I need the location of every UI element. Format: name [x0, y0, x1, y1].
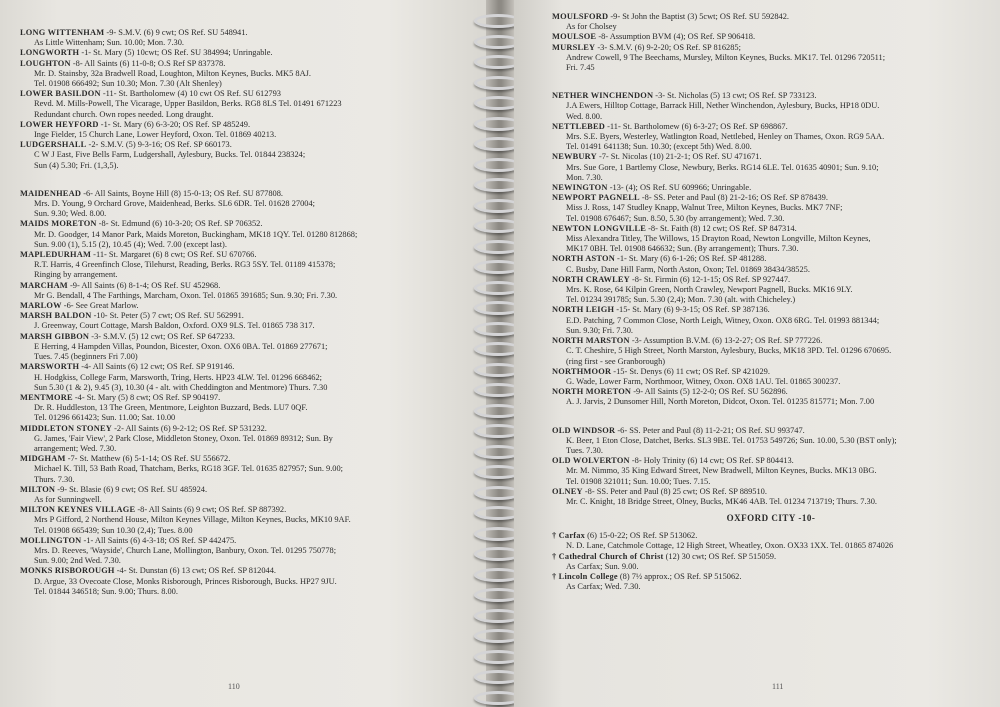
tower-entry — [20, 332, 468, 363]
section-gap — [552, 73, 990, 91]
contact-line: Tues. 7.30. — [566, 445, 603, 455]
entry-heading-line — [20, 219, 468, 229]
contact-line: Mrs. D. Young, 9 Orchard Grove, Maidenhead, Berks. SL6 6DR. Tel. 01628 27004; — [34, 199, 315, 209]
tower-entry — [20, 48, 468, 58]
place-name: LOWER BASILDON — [20, 89, 101, 99]
contact-line: A. J. Jarvis, 2 Dunsomer Hill, North Moreton, Didcot, Oxon. Tel. 01235 815771; Mon. 7.00 — [566, 397, 875, 407]
contact-line: Tues. 7.45 (beginners Fri 7.00) — [34, 352, 138, 362]
tower-details: -1- St. Mary (6) 6-1-26; OS Ref. SP 481288. — [614, 254, 767, 264]
entry-heading-line — [552, 305, 990, 315]
contact-line: Miss Alexandra Titley, The Willows, 15 Drayton Road, Newton Longville, Milton Keynes, — [566, 234, 871, 244]
entry-heading-line — [552, 552, 990, 562]
entry-heading-line — [552, 122, 990, 132]
contact-line: Mr. D. Stainsby, 32a Bradwell Road, Loughton, Milton Keynes, Bucks. MK5 8AJ. — [34, 68, 311, 78]
tower-details: -4- St. Dunstan (6) 13 cwt; OS Ref. SP 812044. — [114, 566, 277, 576]
entry-heading-line — [20, 89, 468, 99]
tower-entry — [20, 393, 468, 424]
entry-heading-line — [20, 505, 468, 515]
place-name: NORTH LEIGH — [552, 305, 615, 315]
left-page — [0, 0, 486, 707]
entry-heading-line — [552, 487, 990, 497]
tower-details: -15- St. Denys (6) 11 cwt; OS Ref. SP 421029. — [611, 366, 770, 376]
tower-entry — [552, 254, 990, 274]
place-name: MARCHAM — [20, 280, 68, 290]
place-name: NORTH CRAWLEY — [552, 274, 630, 284]
place-name: NETTLEBED — [552, 121, 605, 131]
entry-heading-line — [20, 301, 468, 311]
place-name: MONKS RISBOROUGH — [20, 566, 115, 576]
tower-details: (12) 30 cwt; OS Ref. SP 515059. — [663, 551, 777, 561]
section-gap — [552, 408, 990, 426]
tower-details: -8- Holy Trinity (6) 14 cwt; OS Ref. SP 804413. — [629, 456, 794, 466]
tower-details: -9- All Saints (6) 8-1-4; OS Ref. SU 452968. — [67, 280, 221, 290]
contact-line: Mrs. Sue Gore, 1 Bartlemy Close, Newbury, Berks. RG14 6LE. Tel. 01635 40901; Sun. 9.10; — [566, 162, 879, 172]
place-name: LONG WITTENHAM — [20, 28, 105, 37]
contact-line: As for Sunningwell. — [34, 494, 102, 504]
contact-line: Tel. 01908 666492; Sun 10.30; Mon. 7.30 (Alt Shenley) — [34, 79, 222, 89]
place-name: LONGWORTH — [20, 48, 80, 58]
contact-line: H. Hodgkiss, College Farm, Marsworth, Tring, Herts. HP23 4LW. Tel. 01296 668462; — [34, 372, 322, 382]
place-name: MARSWORTH — [20, 362, 80, 372]
contact-line: Fri. 7.45 — [566, 63, 595, 73]
entry-heading-line — [20, 59, 468, 69]
entry-heading-line — [552, 12, 990, 22]
left-entries — [20, 28, 468, 597]
place-name: MAIDS MORETON — [20, 219, 97, 229]
contact-line: E.D. Patching, 7 Common Close, North Leigh, Witney, Oxon. OX8 6RG. Tel. 01993 881344; — [566, 315, 880, 325]
place-name: MARSH BALDON — [20, 311, 92, 321]
contact-line: C. Busby, Dane Hill Farm, North Aston, Oxon; Tel. 01869 38434/38525. — [566, 264, 810, 274]
entry-heading-line — [552, 387, 990, 397]
contact-line: arrangement; Wed. 7.30. — [34, 443, 117, 453]
tower-details: -8- Assumption BVM (4); OS Ref. SP 906418. — [596, 32, 756, 42]
tower-entry — [20, 89, 468, 120]
tower-details: -6- SS. Peter and Paul (8) 11-2-21; OS Ref. SU 993747. — [615, 425, 805, 435]
contact-line: Tel. 01296 661423; Sun. 11.00; Sat. 10.00 — [34, 413, 176, 423]
entry-heading-line — [20, 332, 468, 342]
contact-line: Sun (4) 5.30; Fri. (1,3,5). — [34, 160, 119, 170]
contact-line: Andrew Cowell, 9 The Beechams, Mursley, Milton Keynes, Bucks. MK17. Tel. 01296 720511; — [566, 52, 886, 62]
entry-heading-line — [20, 454, 468, 464]
place-name: MOULSOE — [552, 32, 597, 42]
tower-details: -8- SS. Peter and Paul (8) 25 cwt; OS Ref. SP 889510. — [582, 486, 767, 496]
tower-details: -9- S.M.V. (6) 9 cwt; OS Ref. SU 548941. — [104, 28, 248, 37]
tower-entry — [20, 281, 468, 301]
contact-line: Mrs P Gifford, 2 Northend House, Milton Keynes Village, Milton Keynes, Bucks, MK10 9AF. — [34, 515, 351, 525]
tower-entry — [552, 456, 990, 487]
place-name: † Cathedral Church of Christ — [552, 551, 664, 561]
tower-entry — [552, 12, 990, 32]
entry-heading-line — [20, 362, 468, 372]
place-name: MAPLEDURHAM — [20, 250, 92, 260]
place-name: LOUGHTON — [20, 58, 71, 68]
place-name: † Lincoln College — [552, 571, 618, 581]
place-name: LUDGERSHALL — [20, 140, 87, 150]
entry-heading-line — [552, 254, 990, 264]
place-name: MILTON — [20, 484, 56, 494]
tower-details: -8- St. Faith (8) 12 cwt; OS Ref. SP 847314. — [646, 223, 797, 233]
contact-line: As for Cholsey — [566, 22, 617, 32]
entry-heading-line — [552, 456, 990, 466]
contact-line: Redundant church. Own ropes needed. Long draught. — [34, 109, 214, 119]
place-name: OLD WINDSOR — [552, 425, 616, 435]
place-name: NORTH MORETON — [552, 387, 632, 397]
tower-details: -8- All Saints (6) 9 cwt; OS Ref. SP 887392. — [135, 505, 287, 515]
entry-heading-line — [552, 152, 990, 162]
tower-entry — [552, 183, 990, 193]
tower-details: -8- All Saints (6) 11-0-8; O.S Ref SP 837378. — [70, 58, 226, 68]
contact-line: Sun. 9.30; Fri. 7.30. — [566, 325, 634, 335]
contact-line: Sun 5.30 (1 & 2), 9.45 (3), 10.30 (4 - alt. with Cheddington and Mentmore) Thurs. 7.30 — [34, 382, 328, 392]
tower-details: -15- St. Mary (6) 9-3-15; OS Ref. SP 387136. — [614, 305, 770, 315]
section-heading: OXFORD CITY -10- — [726, 513, 816, 524]
tower-details: -2- S.M.V. (5) 9-3-16; OS Ref. SP 660173. — [86, 140, 232, 150]
place-name: MILTON KEYNES VILLAGE — [20, 505, 136, 515]
entry-heading-line — [20, 28, 468, 38]
tower-details: -1- St. Mary (6) 6-3-20; OS Ref. SP 485249. — [98, 119, 251, 129]
contact-line: Tel. 01908 321011; Sun. 10.00; Tues. 7.15. — [566, 476, 711, 486]
tower-entry — [20, 362, 468, 393]
entry-heading-line — [552, 193, 990, 203]
tower-entry — [20, 219, 468, 250]
tower-entry — [552, 305, 990, 336]
contact-line: C. T. Cheshire, 5 High Street, North Marston, Aylesbury, Bucks, MK18 3PD. Tel. 01296 670695. — [566, 346, 892, 356]
place-name: MARLOW — [20, 301, 62, 311]
tower-details: -11- St. Bartholomew (6) 6-3-27; OS Ref. SP 698867. — [605, 121, 788, 131]
contact-line: Mrs. D. Reeves, 'Wayside', Church Lane, Mollington, Banbury, Oxon. Tel. 01295 750778; — [34, 545, 337, 555]
tower-details: -3- Assumption B.V.M. (6) 13-2-27; OS Ref. SP 777226. — [629, 336, 823, 346]
entry-heading-line — [552, 531, 990, 541]
place-name: MARSH GIBBON — [20, 331, 90, 341]
contact-line: Thurs. 7.30. — [34, 474, 75, 484]
place-name: MAIDENHEAD — [20, 188, 82, 198]
contact-line: Wed. 8.00. — [566, 111, 603, 121]
tower-entry — [552, 487, 990, 507]
contact-line: Revd. M. Mills-Powell, The Vicarage, Upper Basildon, Berks. RG8 8LS Tel. 01491 671223 — [34, 99, 342, 109]
contact-line: Mr. M. Nimmo, 35 King Edward Street, New Bradwell, Milton Keynes, Bucks. MK13 0BG. — [566, 466, 877, 476]
tower-entry — [20, 505, 468, 536]
contact-line: Mr G. Bendall, 4 The Farthings, Marcham, Oxon. Tel. 01865 391685; Sun. 9.30; Fri. 7.30. — [34, 290, 338, 300]
place-name: MENTMORE — [20, 392, 73, 402]
entry-heading-line — [552, 367, 990, 377]
place-name: NEWBURY — [552, 152, 597, 162]
place-name: NORTH ASTON — [552, 254, 615, 264]
contact-line: C W J East, Five Bells Farm, Ludgershall, Aylesbury, Bucks. Tel. 01844 238324; — [34, 150, 306, 160]
contact-line: J. Greenway, Court Cottage, Marsh Baldon, Oxford. OX9 9LS. Tel. 01865 738 317. — [34, 321, 315, 331]
contact-line: N. D. Lane, Catchmole Cottage, 12 High Street, Wheatley, Oxon. OX33 1XX. Tel. 01865 874026 — [566, 541, 894, 551]
entry-heading-line — [20, 311, 468, 321]
entry-heading-line — [20, 120, 468, 130]
entry-heading-line — [20, 566, 468, 576]
contact-line: As Carfax; Sun. 9.00. — [566, 561, 639, 571]
tower-entry — [552, 552, 990, 572]
contact-line: As Little Wittenham; Sun. 10.00; Mon. 7.30. — [34, 38, 185, 48]
contact-line: MK17 0BH. Tel. 01908 646632; Sun. (By arrangement); Thurs. 7.30. — [566, 244, 799, 254]
entry-heading-line — [20, 424, 468, 434]
place-name: † Carfax — [552, 531, 585, 541]
contact-line: J.A Ewers, Hilltop Cottage, Barrack Hill, Nether Winchendon, Aylesbury, Bucks, HP18 0DU. — [566, 101, 880, 111]
contact-line: E Herring, 4 Hampden Villas, Poundon, Bicester, Oxon. OX6 0BA. Tel. 01869 277671; — [34, 341, 328, 351]
tower-entry — [20, 28, 468, 48]
tower-entry — [20, 59, 468, 90]
contact-line: Michael K. Till, 53 Bath Road, Thatcham, Berks, RG18 3GF. Tel. 01635 827957; Sun. 9.00; — [34, 464, 344, 474]
place-name: NORTHMOOR — [552, 366, 612, 376]
tower-details: -2- All Saints (6) 9-2-12; OS Ref. SP 531232. — [112, 423, 267, 433]
entry-heading-line — [552, 275, 990, 285]
tower-entry — [552, 275, 990, 306]
contact-line: Tel. 01844 346518; Sun. 9.00; Thurs. 8.00. — [34, 586, 178, 596]
contact-line: G. James, 'Fair View', 2 Park Close, Middleton Stoney, Oxon. Tel. 01869 89312; Sun. By — [34, 433, 333, 443]
contact-line: Sun. 9.30; Wed. 8.00. — [34, 209, 107, 219]
tower-entry — [20, 485, 468, 505]
entry-heading-line — [20, 485, 468, 495]
tower-details: -1- All Saints (6) 4-3-18; OS Ref. SP 442475. — [81, 535, 237, 545]
tower-details: -9- All Saints (5) 12-2-0; OS Ref. SU 562896. — [631, 387, 788, 397]
contact-line: Inge Fielder, 15 Church Lane, Lower Heyford, Oxon. Tel. 01869 40213. — [34, 130, 277, 140]
place-name: NETHER WINCHENDON — [552, 91, 654, 101]
tower-entry — [552, 32, 990, 42]
tower-details: -1- St. Mary (5) 10cwt; OS Ref. SU 384994; Unringable. — [79, 48, 273, 58]
entry-heading-line — [20, 48, 468, 58]
place-name: OLNEY — [552, 486, 583, 496]
place-name: MOLLINGTON — [20, 535, 82, 545]
page-number: 110 — [228, 682, 240, 691]
contact-line: R.T. Harris, 4 Greenfinch Close, Tilehurst, Reading, Berks. RG3 5SY. Tel. 01189 415378; — [34, 260, 336, 270]
place-name: NEWPORT PAGNELL — [552, 193, 640, 203]
tower-details: -11- St. Margaret (6) 8 cwt; OS Ref. SU 670766. — [91, 250, 257, 260]
tower-details: -8- St. Firmin (6) 12-1-15; OS Ref. SP 927447. — [629, 274, 791, 284]
place-name: NEWINGTON — [552, 183, 608, 193]
tower-details: -11- St. Bartholomew (4) 10 cwt OS Ref. SU 612793 — [100, 89, 281, 99]
contact-line: (ring first - see Granborough) — [566, 356, 666, 366]
entry-heading-line — [552, 91, 990, 101]
tower-entry — [552, 43, 990, 74]
entry-heading-line — [552, 572, 990, 582]
contact-line: As Carfax; Wed. 7.30. — [566, 582, 641, 592]
section-gap — [20, 171, 468, 189]
place-name: LOWER HEYFORD — [20, 119, 99, 129]
entry-heading-line — [552, 336, 990, 346]
tower-details: -9- St John the Baptist (3) 5cwt; OS Ref. SU 592842. — [608, 12, 790, 21]
tower-entry — [552, 426, 990, 457]
contact-line: G. Wade, Lower Farm, Northmoor, Witney, Oxon. OX8 1AU. Tel. 01865 300237. — [566, 376, 841, 386]
place-name: MOULSFORD — [552, 12, 609, 21]
place-name: MIDGHAM — [20, 454, 66, 464]
contact-line: Sun. 9.00; 2nd Wed. 7.30. — [34, 556, 121, 566]
tower-details: -10- St. Peter (5) 7 cwt; OS Ref. SU 562991. — [91, 311, 244, 321]
contact-line: Tel. 01234 391785; Sun. 5.30 (2,4); Mon. 7.30 (alt. with Chicheley.) — [566, 295, 796, 305]
tower-entry — [552, 367, 990, 387]
tower-entry — [20, 311, 468, 331]
tower-entry — [552, 193, 990, 224]
tower-entry — [552, 152, 990, 183]
contact-line: K. Beer, 1 Eton Close, Datchet, Berks. SL3 9BE. Tel. 01753 549726; Sun. 10.00, 5.30 (BST only); — [566, 435, 897, 445]
right-page — [514, 0, 1000, 707]
tower-entry — [552, 336, 990, 367]
tower-entry — [552, 91, 990, 122]
entry-heading-line — [20, 393, 468, 403]
entry-heading-line — [20, 281, 468, 291]
tower-details: -3- S.M.V. (6) 9-2-20; OS Ref. SP 816285; — [595, 42, 741, 52]
tower-details: (6) 15-0-22; OS Ref. SP 513062. — [585, 531, 698, 541]
place-name: NORTH MARSTON — [552, 336, 630, 346]
place-name: NEWTON LONGVILLE — [552, 223, 647, 233]
tower-details: -7- St. Matthew (6) 5-1-14; OS Ref. SU 556672. — [65, 454, 231, 464]
tower-entry — [20, 536, 468, 567]
place-name: MURSLEY — [552, 42, 596, 52]
entry-heading-line — [552, 32, 990, 42]
contact-line: Mr. D. Goodger, 14 Manor Park, Maids Moreton, Buckingham, MK18 1QY. Tel. 01280 812868; — [34, 229, 358, 239]
tower-entry — [20, 189, 468, 220]
contact-line: Mrs. S.E. Byers, Westerley, Watlington Road, Nettlebed, Henley on Thames, Oxon. RG9 5AA. — [566, 132, 885, 142]
tower-entry — [20, 301, 468, 311]
page-number: 111 — [772, 682, 784, 691]
tower-entry — [552, 531, 990, 551]
tower-entry — [20, 250, 468, 281]
entry-heading-line — [20, 536, 468, 546]
tower-entry — [20, 424, 468, 455]
tower-entry — [552, 572, 990, 592]
tower-entry — [20, 566, 468, 597]
tower-details: -3- St. Nicholas (5) 13 cwt; OS Ref. SP 733123. — [653, 91, 817, 101]
tower-entry — [552, 122, 990, 153]
tower-details: -6- See Great Marlow. — [61, 301, 139, 311]
right-entries — [552, 12, 990, 592]
contact-line: Tel. 01491 641138; Sun. 10.30; (except 5th) Wed. 8.00. — [566, 142, 752, 152]
entry-heading-line — [20, 189, 468, 199]
tower-details: -4- St. Mary (5) 8 cwt; OS Ref. SP 904197. — [72, 392, 221, 402]
contact-line: Mr. C. Knight, 18 Bridge Street, Olney, Bucks, MK46 4AB. Tel. 01234 713719; Thurs. 7.30. — [566, 496, 877, 506]
contact-line: Ringing by arrangement. — [34, 270, 118, 280]
tower-entry — [552, 224, 990, 255]
tower-details: (8) 7½ approx.; OS Ref. SP 515062. — [617, 571, 742, 581]
entry-heading-line — [552, 224, 990, 234]
entry-heading-line — [20, 140, 468, 150]
entry-heading-line — [20, 250, 468, 260]
contact-line: Tel. 01908 676467; Sun. 8.50, 5.30 (by arrangement); Wed. 7.30. — [566, 213, 785, 223]
tower-details: -13- (4); OS Ref. SU 609966; Unringable. — [607, 183, 752, 193]
tower-entry — [20, 120, 468, 140]
contact-line: Dr. R. Huddleston, 13 The Green, Mentmore, Leighton Buzzard, Beds. LU7 0QF. — [34, 403, 308, 413]
place-name: MIDDLETON STONEY — [20, 423, 113, 433]
place-name: OLD WOLVERTON — [552, 456, 630, 466]
tower-details: -8- SS. Peter and Paul (8) 21-2-16; OS Ref. SP 878439. — [639, 193, 828, 203]
tower-entry — [20, 454, 468, 485]
tower-entry — [552, 387, 990, 407]
contact-line: Tel. 01908 665439; Sun 10.30 (2,4); Tues. 8.00 — [34, 525, 193, 535]
entry-heading-line — [552, 43, 990, 53]
contact-line: Miss J. Ross, 147 Studley Knapp, Walnut Tree, Milton Keynes, Bucks. MK7 7NF; — [566, 203, 843, 213]
contact-line: Sun. 9.00 (1), 5.15 (2), 10.45 (4); Wed. 7.00 (except last). — [34, 239, 227, 249]
contact-line: Mon. 7.30. — [566, 172, 603, 182]
tower-details: -6- All Saints, Boyne Hill (8) 15-0-13; OS Ref. SU 877808. — [81, 188, 284, 198]
tower-details: -8- St. Edmund (6) 10-3-20; OS Ref. SP 706352. — [96, 219, 263, 229]
entry-heading-line — [552, 183, 990, 193]
contact-line: Mrs. K. Rose, 64 Kilpin Green, North Crawley, Newport Pagnell, Bucks. MK16 9LY. — [566, 285, 853, 295]
entry-heading-line — [552, 426, 990, 436]
tower-details: -4- All Saints (6) 12 cwt; OS Ref. SP 919146. — [79, 362, 235, 372]
contact-line: D. Argue, 33 Ovecoate Close, Monks Risborough, Princes Risborough, Bucks. HP27 9JU. — [34, 576, 337, 586]
tower-details: -7- St. Nicolas (10) 21-2-1; OS Ref. SU 471671. — [596, 152, 762, 162]
tower-details: -9- St. Blasie (6) 9 cwt; OS Ref. SU 485924. — [55, 484, 208, 494]
tower-entry — [20, 140, 468, 171]
tower-details: -3- S.M.V. (5) 12 cwt; OS Ref. SP 647233. — [89, 331, 235, 341]
